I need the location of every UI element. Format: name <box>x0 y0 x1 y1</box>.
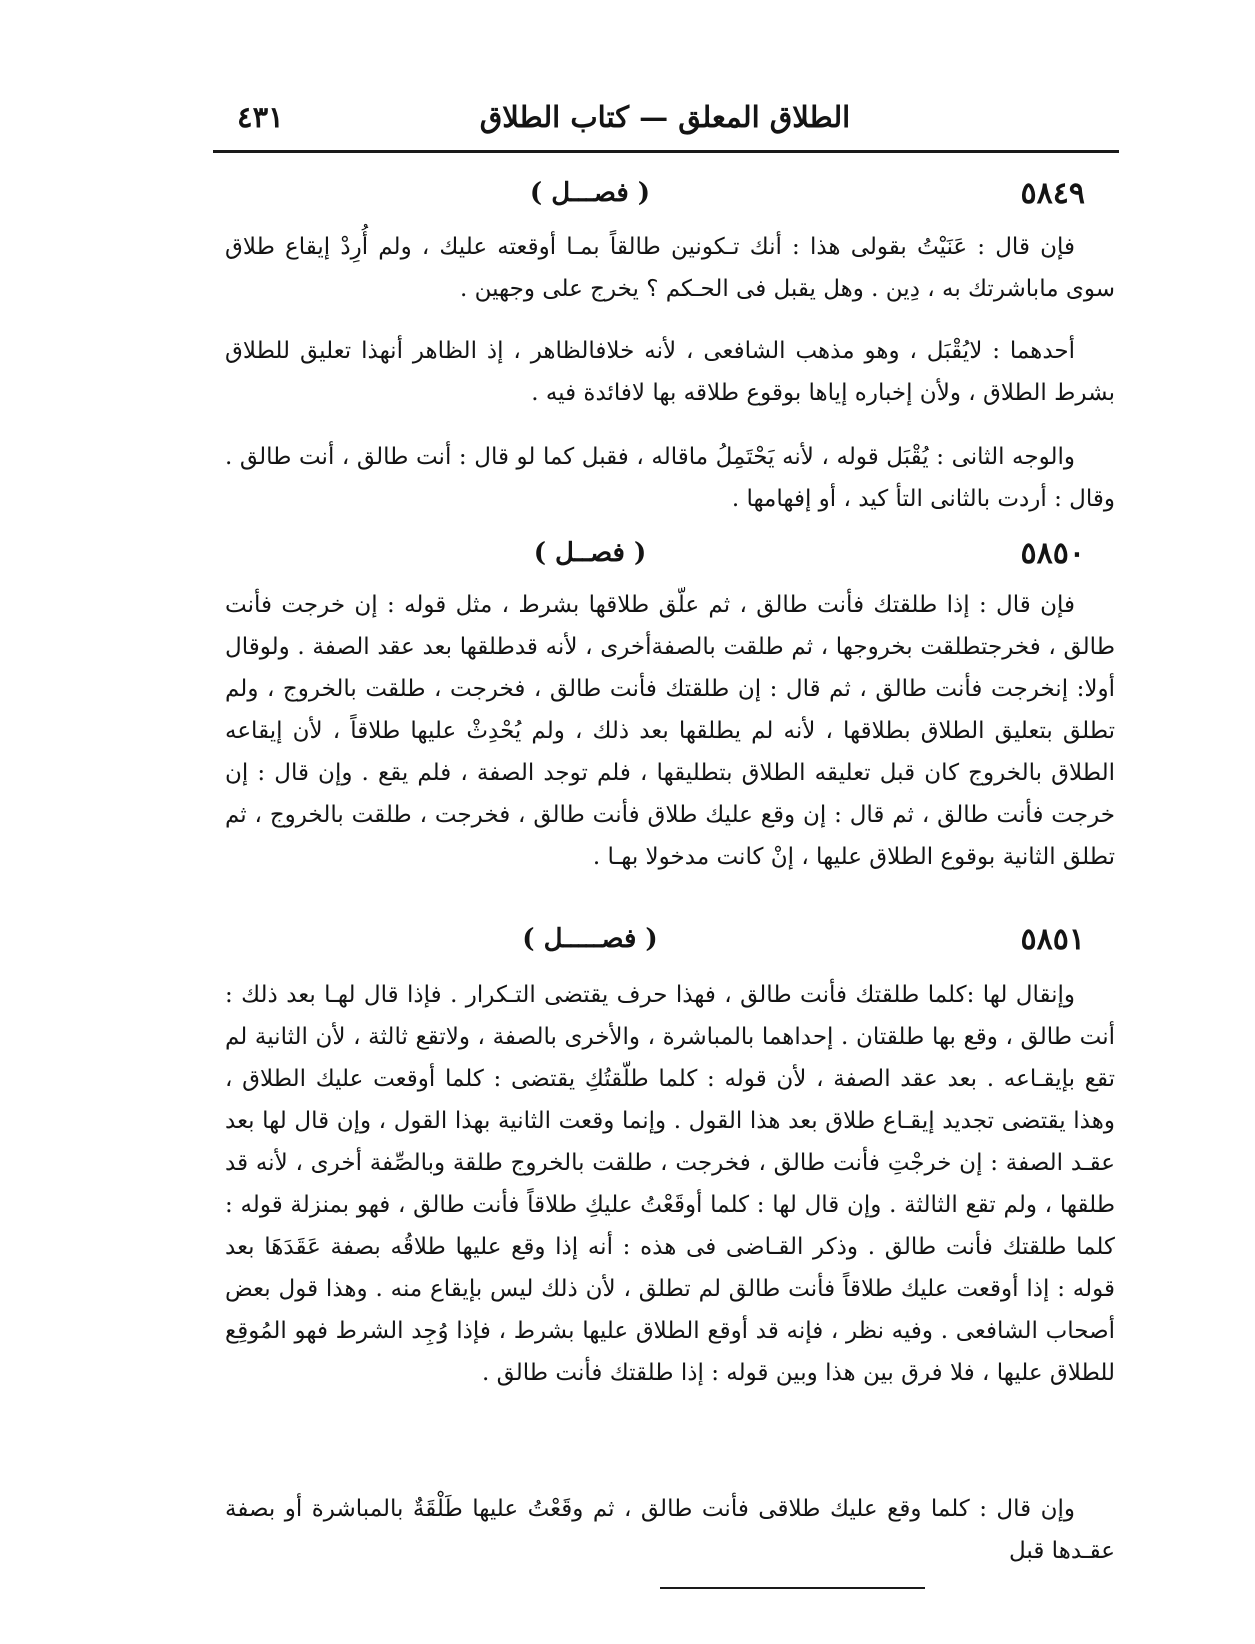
header-divider <box>213 150 1119 153</box>
section-number: ٥٨٥٠ <box>1020 536 1085 571</box>
section-heading-5850 <box>215 536 1115 580</box>
paragraph: والوجه الثانى : يُقْبَل قوله ، لأنه يَحْتَمِلُ ماقاله ، فقبل كما لو قال : أنت طالق ، أنت طالق . وقال : أردت بالثانى التأ كيد ، أو إفهامها . <box>225 444 1115 512</box>
paragraph: وإن قال : كلما وقع عليك طلاقى فأنت طالق ، ثم وقَعْتُ عليها طَلْقَةٌ بالمباشرة أو بصفة عقـدها قبل <box>225 1496 1115 1564</box>
section-title: ( فصـــــل ) <box>522 924 658 954</box>
footnote-divider <box>660 1587 925 1589</box>
running-header <box>215 96 1115 146</box>
header-title: الطلاق المعلق — كتاب الطلاق <box>479 100 851 134</box>
section-heading-5851 <box>215 922 1115 966</box>
section-heading-5849 <box>215 176 1115 220</box>
paragraph: وإنقال لها :كلما طلقتك فأنت طالق ، فهذا حرف يقتضى التـكرار . فإذا قال لهـا بعد ذلك : أنت طالق ، وقع بها طلقتان . إحداهما بالمباشرة ، والأخرى بالصفة ، ولاتقع ثالثة ، لأن الثانية لم تقع بإيقـاعه . بعد عقد الصفة ، لأن قوله : كلما طلّقتُكِ يقتضى : كلما أوقعت عليك الطلاق ، وهذا يقتضى تجديد إيقـاع طلاق بعد هذا القول . وإنما وقعت الثانية بهذا القول ، وإن قال لها بعد عقـد الصفة : إن خرجْتِ فأنت طالق ، فخرجت ، طلقت بالخروج طلقة وبالصِّفة أخرى ، لأنه قد طلقها ، ولم تقع الثالثة . وإن قال لها : كلما أوقَعْتُ عليكِ طلاقاً فأنت طالق ، فهو بمنزلة قوله : كلما طلقتك فأنت طالق . وذكر القـاضى فى هذه : أنه إذا وقع عليها طلاقُه بصفة عَقَدَهَا بعد قوله : إذا أوقعت عليك طلاقاً فأنت طالق لم تطلق ، لأن ذلك ليس بإيقاع منه . وهذا قول بعض أصحاب الشافعى . وفيه نظر ، فإنه قد أوقع الطلاق عليها بشرط ، فإذا وُجِد الشرط فهو المُوقِع للطلاق عليها ، فلا فرق بين هذا وبين قوله : إذا طلقتك فأنت طالق . <box>225 982 1115 1386</box>
section-title: ( فصــل ) <box>533 538 647 568</box>
section-number: ٥٨٤٩ <box>1020 176 1085 211</box>
section-number: ٥٨٥١ <box>1020 922 1085 957</box>
section-title: ( فصـــل ) <box>529 178 651 208</box>
paragraph: فإن قال : عَنَيْتُ بقولى هذا : أنك تـكونين طالقاً بمـا أوقعته عليك ، ولم أُرِدْ إيقاع طلاق سوى ماباشرتك به ، دِين . وهل يقبل فى الحـكم ؟ يخرج على وجهين . <box>225 234 1115 302</box>
page-number: ٤٣١ <box>237 100 284 134</box>
paragraph: أحدهما : لايُقْبَل ، وهو مذهب الشافعى ، لأنه خلافالظاهر ، إذ الظاهر أنهذا تعليق للطلاق بشرط الطلاق ، ولأن إخباره إياها بوقوع طلاقه بها لافائدة فيه . <box>225 338 1115 406</box>
paragraph: فإن قال : إذا طلقتك فأنت طالق ، ثم علّق طلاقها بشرط ، مثل قوله : إن خرجت فأنت طالق ، فخرجتطلقت بخروجها ، ثم طلقت بالصفةأخرى ، لأنه قدطلقها بعد عقد الصفة . ولوقال أولا: إنخرجت فأنت طالق ، ثم قال : إن طلقتك فأنت طالق ، فخرجت ، طلقت بالخروج ، ولم تطلق بتعليق الطلاق بطلاقها ، لأنه لم يطلقها بعد ذلك ، ولم يُحْدِثْ عليها طلاقاً ، لأن إيقاعه الطلاق بالخروج كان قبل تعليقه الطلاق بتطليقها ، فلم توجد الصفة ، فلم يقع . وإن قال : إن خرجت فأنت طالق ، ثم قال : إن وقع عليك طلاق فأنت طالق ، فخرجت ، طلقت بالخروج ، ثم تطلق الثانية بوقوع الطلاق عليها ، إنْ كانت مدخولا بهـا . <box>225 592 1115 870</box>
